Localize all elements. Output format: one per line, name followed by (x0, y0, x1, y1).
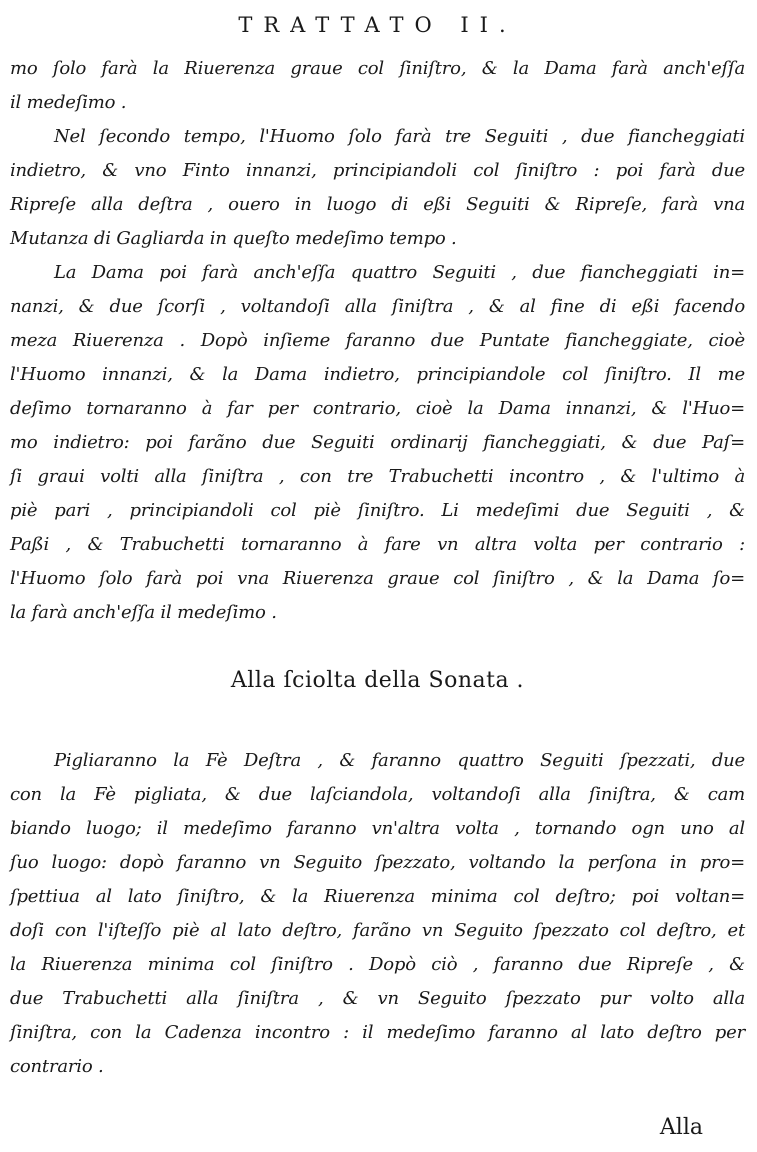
paragraph-secondo-tempo (10, 120, 745, 256)
text-line: la Riuerenza minima col ſiniſtro . Dopò ciò , faranno due Ripreſe , & (10, 954, 745, 975)
text-line: l'Huomo ſolo farà poi vna Riuerenza graue col ſiniſtro , & la Dama ſo= (10, 568, 745, 589)
text-line: doſi con l'iſteſſo piè al lato deſtro, farãno vn Seguito ſpezzato col deſtro, et (10, 920, 745, 941)
text-line: ſuo luogo: dopò faranno vn Seguito ſpezzato, voltando la perſona in pro= (10, 852, 745, 873)
text-line: meza Riuerenza . Dopò inſieme faranno due Puntate fiancheggiate, cioè (10, 330, 745, 351)
text-line: la farà anch'eſſa il medeſimo . (10, 602, 277, 623)
text-line: ſi graui volti alla ſiniſtra , con tre Trabuchetti incontro , & l'ultimo à (10, 466, 745, 487)
text-line: Pigliaranno la Fè Deſtra , & faranno quattro Seguiti ſpezzati, due (54, 750, 745, 771)
text-line: Mutanza di Gagliarda in queſto medeſimo tempo . (10, 228, 457, 249)
paragraph-sciolta (10, 744, 745, 1084)
paragraph-la-dama (10, 256, 745, 630)
text-line: Ripreſe alla deſtra , ouero in luogo di eßi Seguiti & Ripreſe, farà vna (10, 194, 745, 215)
paragraph-continuation (10, 52, 745, 120)
running-head (10, 10, 745, 38)
text-line: contrario . (10, 1056, 104, 1077)
text-line: Paßi , & Trabuchetti tornaranno à fare vn altra volta per contrario : (10, 534, 745, 555)
text-line: Nel ſecondo tempo, l'Huomo ſolo farà tre Seguiti , due fiancheggiati (54, 126, 745, 147)
catchword-row (10, 1112, 745, 1144)
treatise-title: TRATTATO II. (238, 13, 517, 37)
text-line: due Trabuchetti alla ſiniſtra , & vn Seguito ſpezzato pur volto alla (10, 988, 745, 1009)
text-line: mo ſolo farà la Riuerenza graue col ſiniſtro, & la Dama farà anch'eſſa (10, 58, 745, 79)
text-line: nanzi, & due ſcorſi , voltandoſi alla ſiniſtra , & al fine di eßi facendo (10, 296, 745, 317)
text-line: deſimo tornaranno à far per contrario, cioè la Dama innanzi, & l'Huo= (10, 398, 745, 419)
text-line: ſiniſtra, con la Cadenza incontro : il medeſimo faranno al lato deſtro per (10, 1022, 745, 1043)
text-line: piè pari , principiandoli col piè ſiniſtro. Li medeſimi due Seguiti , & (10, 500, 745, 521)
text-block (10, 52, 745, 1084)
text-line: indietro, & vno Finto innanzi, principiandoli col ſiniſtro : poi farà due (10, 160, 745, 181)
text-line: con la Fè pigliata, & due laſciandola, voltandoſi alla ſiniſtra, & cam (10, 784, 745, 805)
text-line: biando luogo; il medeſimo faranno vn'altra volta , tornando ogn uno al (10, 818, 745, 839)
text-line: il medeſimo . (10, 92, 127, 113)
text-line: ſpettiua al lato ſiniſtro, & la Riuerenza minima col deſtro; poi voltan= (10, 886, 745, 907)
catchword: Alla (659, 1115, 703, 1140)
section-heading: Alla ſciolta della Sonata . (230, 668, 525, 693)
text-line: La Dama poi farà anch'eſſa quattro Seguiti , due fiancheggiati in= (54, 262, 745, 283)
text-line: mo indietro: poi farãno due Seguiti ordinarij fiancheggiati, & due Paſ= (10, 432, 745, 453)
text-line: l'Huomo innanzi, & la Dama indietro, principiandole col ſiniſtro. Il me (10, 364, 745, 385)
